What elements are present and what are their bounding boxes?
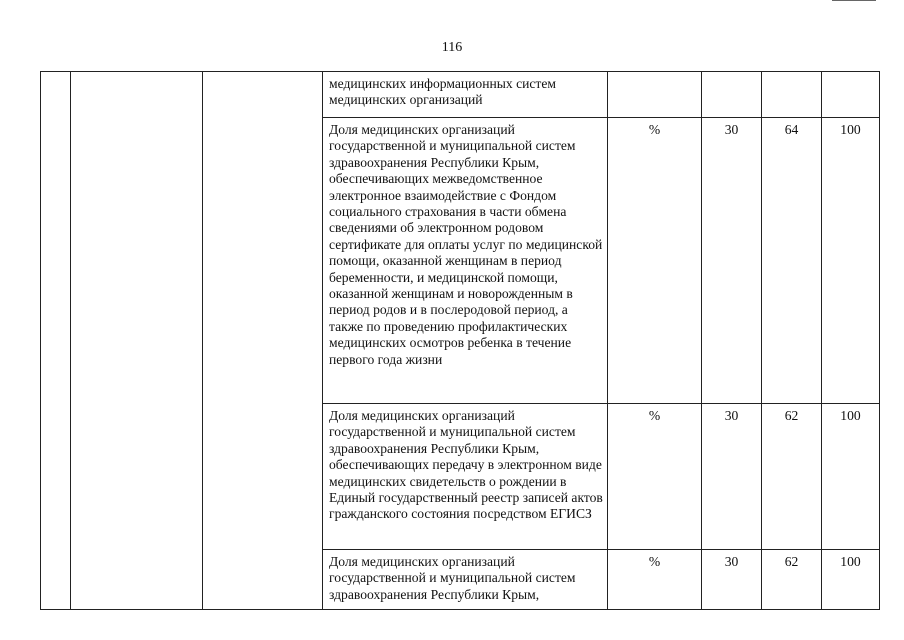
value-cell: 30: [702, 118, 762, 404]
table-row: [41, 72, 880, 118]
unit-cell: %: [608, 118, 702, 404]
page-number: 116: [441, 40, 463, 55]
name-cell: [71, 72, 203, 610]
value-cell: 62: [762, 550, 822, 610]
responsible-cell: [203, 72, 323, 610]
unit-cell: [608, 72, 702, 118]
value-cell: 100: [822, 404, 880, 550]
value-cell: 100: [822, 118, 880, 404]
value-cell: 100: [822, 550, 880, 610]
indicator-cell: Доля медицинских организаций государственной и муниципальной систем здравоохранения Республики Крым,: [323, 550, 608, 610]
value-cell: 64: [762, 118, 822, 404]
value-cell: [702, 72, 762, 118]
corner-mark: [832, 0, 876, 1]
indicator-cell: Доля медицинских организаций государственной и муниципальной систем здравоохранения Республики Крым, обеспечивающих межведомственное электронное взаимодействие с Фондом социального страхования в части обмена сведениями об электронном родовом сертификате для оплаты услуг по медицинской помощи, оказанной женщинам в период беременности, и медицинской помощи, оказанной женщинам и новорожденным в период родов и в послеродовой период, а также по проведению профилактических медицинских осмотров ребенка в течение первого года жизни: [323, 118, 608, 404]
indicator-cell: медицинских информационных систем медицинских организаций: [323, 72, 608, 118]
value-cell: [762, 72, 822, 118]
number-cell: [41, 72, 71, 610]
indicators-table: [40, 71, 880, 610]
unit-cell: %: [608, 404, 702, 550]
value-cell: 30: [702, 404, 762, 550]
value-cell: [822, 72, 880, 118]
unit-cell: %: [608, 550, 702, 610]
value-cell: 62: [762, 404, 822, 550]
value-cell: 30: [702, 550, 762, 610]
indicator-cell: Доля медицинских организаций государственной и муниципальной систем здравоохранения Республики Крым, обеспечивающих передачу в электронном виде медицинских свидетельств о рождении в Единый государственный реестр записей актов гражданского состояния посредством ЕГИСЗ: [323, 404, 608, 550]
